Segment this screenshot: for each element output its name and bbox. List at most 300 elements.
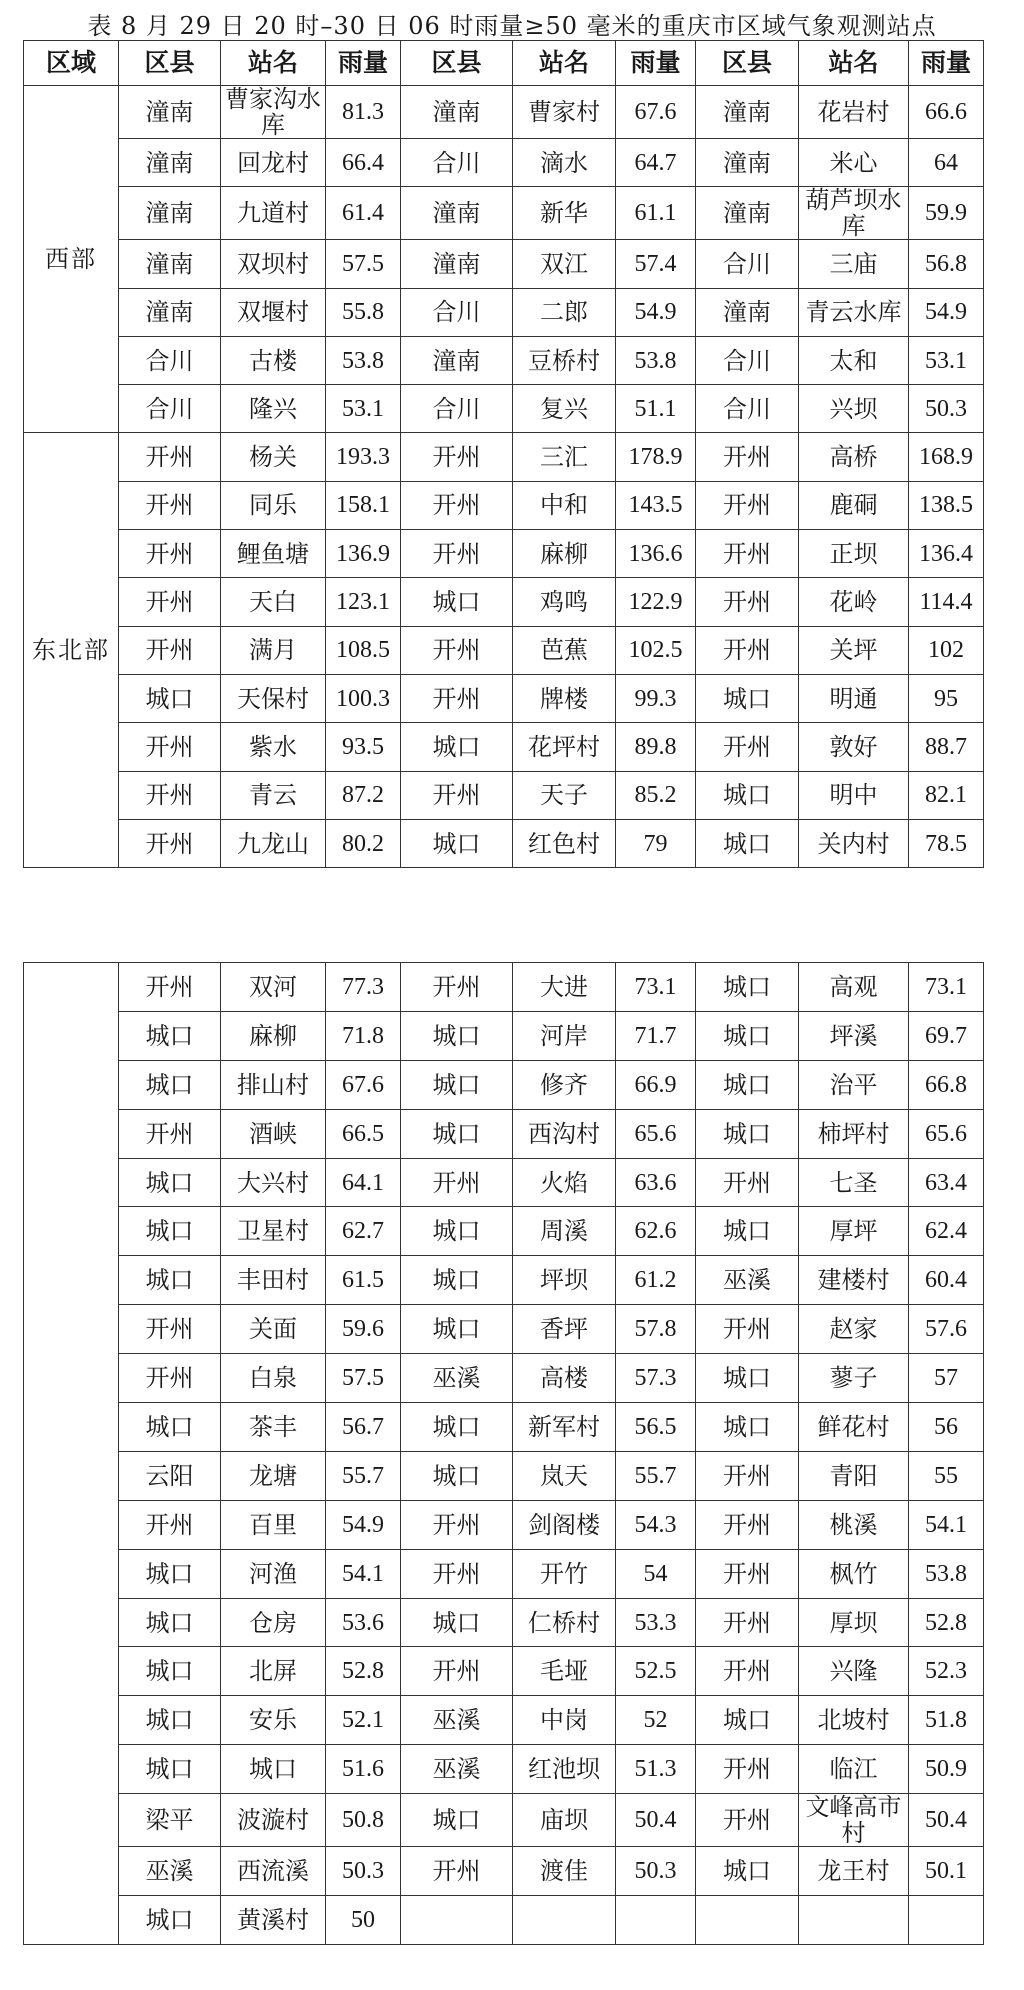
- county-cell: 开州: [696, 578, 799, 626]
- table-row: [24, 187, 984, 240]
- station-cell: 鹿硐: [799, 481, 909, 529]
- station-cell: 青云: [221, 771, 326, 819]
- station-cell: 西沟村: [513, 1109, 616, 1158]
- county-cell: 城口: [696, 1109, 799, 1158]
- rainfall-cell: 57.5: [326, 1354, 401, 1403]
- rainfall-cell: 78.5: [909, 819, 984, 867]
- station-cell: 双河: [221, 963, 326, 1012]
- rainfall-cell: 57: [909, 1354, 984, 1403]
- county-cell: 开州: [119, 481, 221, 529]
- station-cell: 红色村: [513, 819, 616, 867]
- station-cell: 文峰高市村: [799, 1794, 909, 1847]
- station-cell: 复兴: [513, 385, 616, 433]
- header-row: [24, 41, 984, 86]
- station-cell: 中岗: [513, 1696, 616, 1745]
- county-cell: 开州: [696, 1305, 799, 1354]
- table-row: [24, 626, 984, 674]
- table-row: [24, 578, 984, 626]
- county-cell: 城口: [119, 1896, 221, 1945]
- rainfall-cell: 53.6: [326, 1598, 401, 1647]
- county-cell: 开州: [696, 1745, 799, 1794]
- station-cell: 七圣: [799, 1158, 909, 1207]
- table-row: [24, 336, 984, 384]
- rainfall-cell: 73.1: [616, 963, 696, 1012]
- county-cell: 城口: [401, 1060, 513, 1109]
- table-row: [24, 1403, 984, 1452]
- page-break: [0, 940, 1024, 962]
- rainfall-cell: 193.3: [326, 433, 401, 481]
- station-cell: 岚天: [513, 1451, 616, 1500]
- rainfall-cell: 57.8: [616, 1305, 696, 1354]
- station-cell: 豆桥村: [513, 336, 616, 384]
- station-cell: 枫竹: [799, 1549, 909, 1598]
- rainfall-cell: 99.3: [616, 674, 696, 722]
- rainfall-cell: 100.3: [326, 674, 401, 722]
- rainfall-cell: 50.8: [326, 1794, 401, 1847]
- county-cell: 城口: [696, 1696, 799, 1745]
- rainfall-cell: 178.9: [616, 433, 696, 481]
- rainfall-cell: 52.8: [326, 1647, 401, 1696]
- station-cell: 太和: [799, 336, 909, 384]
- county-cell: 开州: [696, 1500, 799, 1549]
- station-cell: 河渔: [221, 1549, 326, 1598]
- county-cell: 梁平: [119, 1794, 221, 1847]
- station-cell: 隆兴: [221, 385, 326, 433]
- county-cell: 城口: [401, 1207, 513, 1256]
- county-cell: 开州: [696, 1794, 799, 1847]
- rainfall-cell: 87.2: [326, 771, 401, 819]
- county-cell: 城口: [696, 1354, 799, 1403]
- rainfall-cell: 54.1: [326, 1549, 401, 1598]
- rainfall-cell: 136.6: [616, 530, 696, 578]
- station-cell: 开竹: [513, 1549, 616, 1598]
- rainfall-cell: 61.1: [616, 187, 696, 240]
- station-cell: 北屏: [221, 1647, 326, 1696]
- rainfall-cell: 57.3: [616, 1354, 696, 1403]
- county-cell: 城口: [401, 1451, 513, 1500]
- county-cell: 城口: [119, 1696, 221, 1745]
- county-cell: 城口: [696, 1060, 799, 1109]
- rainfall-cell: 53.1: [326, 385, 401, 433]
- rainfall-cell: 54.3: [616, 1500, 696, 1549]
- station-cell: 仁桥村: [513, 1598, 616, 1647]
- rainfall-cell: 56.8: [909, 240, 984, 288]
- county-cell: [401, 1896, 513, 1945]
- station-cell: 滴水: [513, 139, 616, 187]
- rainfall-cell: 158.1: [326, 481, 401, 529]
- table-row: [24, 1896, 984, 1945]
- station-cell: 明中: [799, 771, 909, 819]
- station-cell: 渡佳: [513, 1847, 616, 1896]
- rainfall-cell: 51.1: [616, 385, 696, 433]
- station-cell: 关坪: [799, 626, 909, 674]
- station-cell: 明通: [799, 674, 909, 722]
- station-cell: 厚坪: [799, 1207, 909, 1256]
- county-cell: 开州: [119, 1500, 221, 1549]
- rainfall-cell: 64: [909, 139, 984, 187]
- table-caption: 表 8 月 29 日 20 时–30 日 06 时雨量≥50 毫米的重庆市区域气象观测站点: [87, 12, 937, 40]
- rainfall-cell: 55.7: [616, 1451, 696, 1500]
- rainfall-cell: 56.7: [326, 1403, 401, 1452]
- county-cell: 开州: [119, 433, 221, 481]
- station-cell: 鸡鸣: [513, 578, 616, 626]
- rainfall-cell: 54.1: [909, 1500, 984, 1549]
- rainfall-cell: 64.7: [616, 139, 696, 187]
- rainfall-cell: 54: [616, 1549, 696, 1598]
- station-cell: 满月: [221, 626, 326, 674]
- table-row: [24, 963, 984, 1012]
- county-cell: 潼南: [696, 187, 799, 240]
- table-row: [24, 1451, 984, 1500]
- station-cell: 坪溪: [799, 1011, 909, 1060]
- region-cell: 东北部: [24, 433, 119, 868]
- rainfall-cell: 55: [909, 1451, 984, 1500]
- station-cell: 双堰村: [221, 288, 326, 336]
- county-cell: 城口: [119, 1060, 221, 1109]
- county-cell: 巫溪: [401, 1354, 513, 1403]
- rainfall-cell: 57.4: [616, 240, 696, 288]
- county-cell: 开州: [696, 723, 799, 771]
- station-cell: 曹家沟水库: [221, 86, 326, 139]
- rainfall-cell: 51.8: [909, 1696, 984, 1745]
- station-cell: 花岭: [799, 578, 909, 626]
- rainfall-cell: 67.6: [616, 86, 696, 139]
- rainfall-cell: 51.3: [616, 1745, 696, 1794]
- rainfall-cell: 60.4: [909, 1256, 984, 1305]
- county-cell: 开州: [696, 1451, 799, 1500]
- station-cell: 排山村: [221, 1060, 326, 1109]
- station-cell: 城口: [221, 1745, 326, 1794]
- county-cell: 开州: [696, 1647, 799, 1696]
- county-cell: 城口: [696, 819, 799, 867]
- station-cell: 回龙村: [221, 139, 326, 187]
- header-county: 区县: [696, 41, 799, 86]
- table-row: [24, 288, 984, 336]
- station-cell: 坪坝: [513, 1256, 616, 1305]
- station-cell: 火焰: [513, 1158, 616, 1207]
- station-cell: 曹家村: [513, 86, 616, 139]
- station-cell: 临江: [799, 1745, 909, 1794]
- header-rainfall: 雨量: [326, 41, 401, 86]
- station-cell: 关内村: [799, 819, 909, 867]
- rainfall-cell: 50: [326, 1896, 401, 1945]
- county-cell: 开州: [696, 481, 799, 529]
- county-cell: 城口: [401, 1109, 513, 1158]
- county-cell: 开州: [696, 626, 799, 674]
- county-cell: 城口: [119, 1549, 221, 1598]
- station-cell: 兴隆: [799, 1647, 909, 1696]
- rainfall-cell: 53.3: [616, 1598, 696, 1647]
- rainfall-cell: 54.9: [616, 288, 696, 336]
- station-cell: 牌楼: [513, 674, 616, 722]
- county-cell: 巫溪: [119, 1847, 221, 1896]
- station-cell: 二郎: [513, 288, 616, 336]
- county-cell: 城口: [119, 1598, 221, 1647]
- table-row: [24, 819, 984, 867]
- rainfall-cell: 77.3: [326, 963, 401, 1012]
- rainfall-cell: 95: [909, 674, 984, 722]
- county-cell: 城口: [119, 1011, 221, 1060]
- county-cell: 城口: [119, 1207, 221, 1256]
- rainfall-cell: 59.6: [326, 1305, 401, 1354]
- county-cell: 开州: [119, 1109, 221, 1158]
- rainfall-cell: 62.6: [616, 1207, 696, 1256]
- rainfall-cell: 67.6: [326, 1060, 401, 1109]
- station-cell: 葫芦坝水库: [799, 187, 909, 240]
- county-cell: 开州: [696, 1549, 799, 1598]
- county-cell: 潼南: [119, 240, 221, 288]
- table-row: [24, 1647, 984, 1696]
- rainfall-cell: 89.8: [616, 723, 696, 771]
- station-cell: 柿坪村: [799, 1109, 909, 1158]
- table-row: [24, 433, 984, 481]
- station-cell: 香坪: [513, 1305, 616, 1354]
- station-cell: 米心: [799, 139, 909, 187]
- table-row: [24, 1794, 984, 1847]
- county-cell: 开州: [401, 963, 513, 1012]
- station-cell: 同乐: [221, 481, 326, 529]
- county-cell: 开州: [401, 1158, 513, 1207]
- county-cell: 云阳: [119, 1451, 221, 1500]
- rainfall-cell: 63.6: [616, 1158, 696, 1207]
- county-cell: 开州: [119, 819, 221, 867]
- station-cell: 仓房: [221, 1598, 326, 1647]
- rainfall-cell: 53.8: [616, 336, 696, 384]
- station-cell: 九龙山: [221, 819, 326, 867]
- county-cell: 城口: [401, 1305, 513, 1354]
- table-row: [24, 1500, 984, 1549]
- table-row: [24, 385, 984, 433]
- county-cell: 潼南: [119, 288, 221, 336]
- rainfall-cell: 61.2: [616, 1256, 696, 1305]
- county-cell: 城口: [401, 1256, 513, 1305]
- rainfall-cell: [616, 1896, 696, 1945]
- county-cell: 开州: [696, 433, 799, 481]
- table-row: [24, 1011, 984, 1060]
- rainfall-cell: 123.1: [326, 578, 401, 626]
- rainfall-cell: 168.9: [909, 433, 984, 481]
- station-cell: 黄溪村: [221, 1896, 326, 1945]
- station-cell: 厚坝: [799, 1598, 909, 1647]
- station-cell: 庙坝: [513, 1794, 616, 1847]
- table-row: [24, 1354, 984, 1403]
- county-cell: 合川: [696, 336, 799, 384]
- station-cell: 杨关: [221, 433, 326, 481]
- station-cell: 中和: [513, 481, 616, 529]
- table-row: [24, 1256, 984, 1305]
- station-cell: 花岩村: [799, 86, 909, 139]
- table-row: [24, 1847, 984, 1896]
- table-row: [24, 240, 984, 288]
- county-cell: 巫溪: [401, 1696, 513, 1745]
- county-cell: 城口: [696, 771, 799, 819]
- county-cell: 城口: [401, 1011, 513, 1060]
- header-rainfall: 雨量: [616, 41, 696, 86]
- station-cell: 建楼村: [799, 1256, 909, 1305]
- rainfall-cell: 69.7: [909, 1011, 984, 1060]
- county-cell: 合川: [696, 240, 799, 288]
- table-row: [24, 1598, 984, 1647]
- county-cell: 城口: [119, 1745, 221, 1794]
- station-cell: 九道村: [221, 187, 326, 240]
- county-cell: [696, 1896, 799, 1945]
- county-cell: 潼南: [119, 187, 221, 240]
- station-cell: 毛垭: [513, 1647, 616, 1696]
- county-cell: 潼南: [696, 288, 799, 336]
- rainfall-cell: 53.8: [326, 336, 401, 384]
- station-cell: 新华: [513, 187, 616, 240]
- station-cell: 花坪村: [513, 723, 616, 771]
- rainfall-cell: 52: [616, 1696, 696, 1745]
- rainfall-cell: 65.6: [909, 1109, 984, 1158]
- station-cell: 麻柳: [221, 1011, 326, 1060]
- station-cell: 茶丰: [221, 1403, 326, 1452]
- county-cell: 开州: [119, 626, 221, 674]
- table-row: [24, 1549, 984, 1598]
- rainfall-cell: 59.9: [909, 187, 984, 240]
- county-cell: 开州: [401, 674, 513, 722]
- rainfall-cell: 108.5: [326, 626, 401, 674]
- rainfall-cell: 102.5: [616, 626, 696, 674]
- county-cell: 城口: [401, 1794, 513, 1847]
- rainfall-cell: 71.8: [326, 1011, 401, 1060]
- header-rainfall: 雨量: [909, 41, 984, 86]
- table-row: [24, 1745, 984, 1794]
- table-row: [24, 481, 984, 529]
- rainfall-cell: 102: [909, 626, 984, 674]
- county-cell: 城口: [401, 1403, 513, 1452]
- rainfall-cell: 50.3: [326, 1847, 401, 1896]
- rainfall-cell: 65.6: [616, 1109, 696, 1158]
- county-cell: 合川: [696, 385, 799, 433]
- table-row: [24, 1207, 984, 1256]
- station-cell: 鲤鱼塘: [221, 530, 326, 578]
- station-cell: 双坝村: [221, 240, 326, 288]
- rainfall-cell: 66.4: [326, 139, 401, 187]
- county-cell: 合川: [401, 139, 513, 187]
- county-cell: 合川: [401, 288, 513, 336]
- station-cell: 正坝: [799, 530, 909, 578]
- rainfall-cell: 50.4: [616, 1794, 696, 1847]
- table-row: [24, 1060, 984, 1109]
- station-cell: 高观: [799, 963, 909, 1012]
- station-cell: 三汇: [513, 433, 616, 481]
- station-cell: 龙王村: [799, 1847, 909, 1896]
- rainfall-cell: 54.9: [909, 288, 984, 336]
- rainfall-cell: 114.4: [909, 578, 984, 626]
- county-cell: 城口: [119, 1403, 221, 1452]
- rainfall-cell: 50.3: [616, 1847, 696, 1896]
- station-cell: 三庙: [799, 240, 909, 288]
- table-row: [24, 86, 984, 139]
- rainfall-table-part-1: [23, 40, 984, 868]
- station-cell: 安乐: [221, 1696, 326, 1745]
- station-cell: 剑阁楼: [513, 1500, 616, 1549]
- county-cell: 巫溪: [401, 1745, 513, 1794]
- rainfall-cell: 63.4: [909, 1158, 984, 1207]
- rainfall-cell: 138.5: [909, 481, 984, 529]
- county-cell: 城口: [696, 674, 799, 722]
- county-cell: 开州: [119, 771, 221, 819]
- rainfall-cell: 56.5: [616, 1403, 696, 1452]
- header-station: 站名: [799, 41, 909, 86]
- header-station: 站名: [513, 41, 616, 86]
- rainfall-cell: 54.9: [326, 1500, 401, 1549]
- county-cell: 合川: [119, 336, 221, 384]
- station-cell: 双江: [513, 240, 616, 288]
- rainfall-cell: 50.3: [909, 385, 984, 433]
- county-cell: 潼南: [696, 139, 799, 187]
- station-cell: 天白: [221, 578, 326, 626]
- rainfall-cell: 52.1: [326, 1696, 401, 1745]
- station-cell: 大进: [513, 963, 616, 1012]
- rainfall-cell: 136.4: [909, 530, 984, 578]
- rainfall-cell: 55.8: [326, 288, 401, 336]
- rainfall-cell: 56: [909, 1403, 984, 1452]
- region-cell-empty: [24, 963, 119, 1945]
- county-cell: 城口: [401, 723, 513, 771]
- county-cell: 巫溪: [696, 1256, 799, 1305]
- rainfall-cell: 82.1: [909, 771, 984, 819]
- station-cell: [513, 1896, 616, 1945]
- county-cell: 开州: [401, 626, 513, 674]
- county-cell: 城口: [119, 1256, 221, 1305]
- county-cell: 开州: [401, 771, 513, 819]
- station-cell: 河岸: [513, 1011, 616, 1060]
- station-cell: 周溪: [513, 1207, 616, 1256]
- table-row: [24, 139, 984, 187]
- station-cell: 紫水: [221, 723, 326, 771]
- rainfall-cell: 64.1: [326, 1158, 401, 1207]
- header-county: 区县: [119, 41, 221, 86]
- county-cell: 潼南: [119, 86, 221, 139]
- county-cell: 开州: [119, 723, 221, 771]
- rainfall-cell: 66.8: [909, 1060, 984, 1109]
- county-cell: 潼南: [401, 86, 513, 139]
- rainfall-cell: 88.7: [909, 723, 984, 771]
- rainfall-cell: 66.6: [909, 86, 984, 139]
- county-cell: 城口: [401, 1598, 513, 1647]
- county-cell: 潼南: [119, 139, 221, 187]
- county-cell: 开州: [119, 1305, 221, 1354]
- county-cell: 城口: [696, 1207, 799, 1256]
- rainfall-cell: 55.7: [326, 1451, 401, 1500]
- county-cell: 开州: [119, 1354, 221, 1403]
- county-cell: 合川: [119, 385, 221, 433]
- header-station: 站名: [221, 41, 326, 86]
- county-cell: 城口: [696, 963, 799, 1012]
- station-cell: 西流溪: [221, 1847, 326, 1896]
- county-cell: 开州: [401, 1549, 513, 1598]
- county-cell: 城口: [696, 1403, 799, 1452]
- county-cell: 开州: [696, 1598, 799, 1647]
- station-cell: 波漩村: [221, 1794, 326, 1847]
- rainfall-cell: 52.8: [909, 1598, 984, 1647]
- station-cell: 龙塘: [221, 1451, 326, 1500]
- station-cell: 兴坝: [799, 385, 909, 433]
- rainfall-cell: 85.2: [616, 771, 696, 819]
- rainfall-cell: 79: [616, 819, 696, 867]
- rainfall-cell: 81.3: [326, 86, 401, 139]
- station-cell: 芭蕉: [513, 626, 616, 674]
- county-cell: 城口: [119, 1647, 221, 1696]
- table-row: [24, 1305, 984, 1354]
- station-cell: 赵家: [799, 1305, 909, 1354]
- county-cell: 城口: [119, 1158, 221, 1207]
- rainfall-cell: 80.2: [326, 819, 401, 867]
- station-cell: 白泉: [221, 1354, 326, 1403]
- rainfall-cell: 71.7: [616, 1011, 696, 1060]
